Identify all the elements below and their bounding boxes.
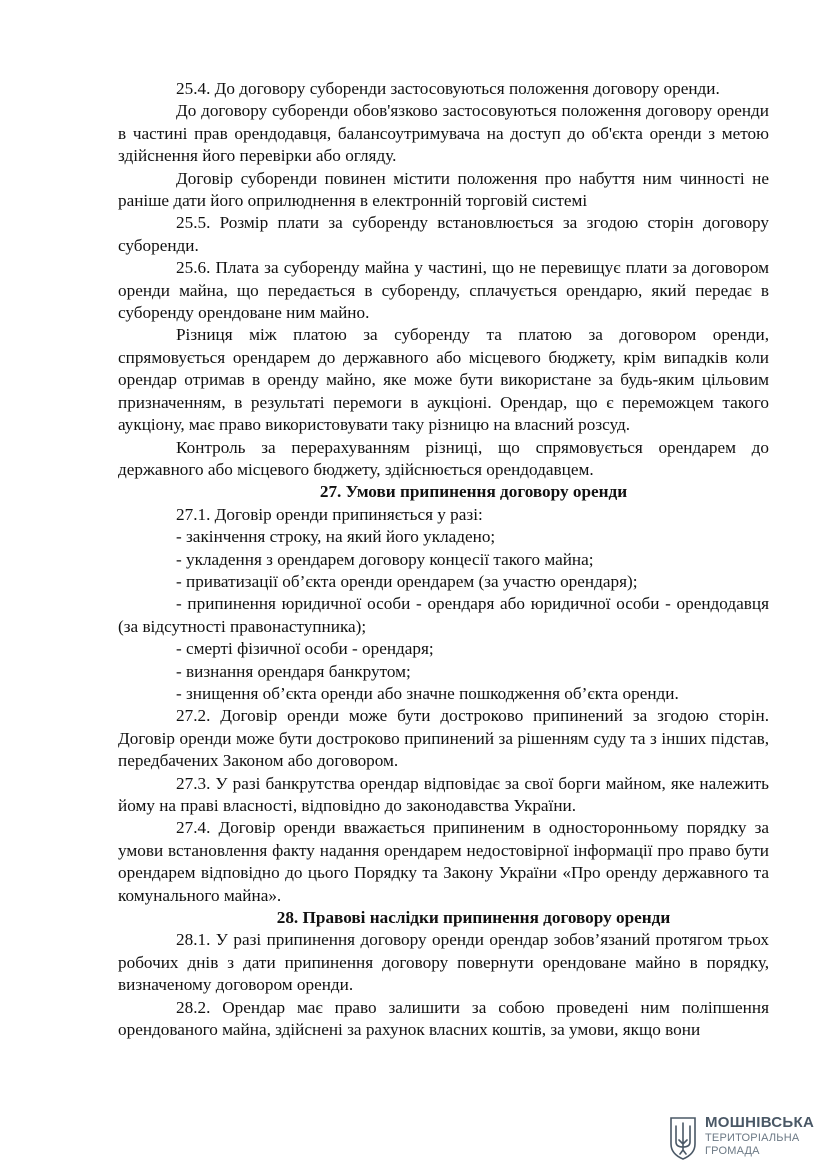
paragraph-sublease-access: До договору суборенди обов'язково застосовуються положення договору оренди в частині прав орендодавця, балансоутримувача на доступ до об'єкта оренди з метою здійснення його перевірки або огляду. [118, 101, 769, 166]
paragraph-28-1: 28.1. У разі припинення договору оренди орендар зобов’язаний протягом трьох робочих днів з дати припинення договору повернути орендоване майно в порядку, визначеному договором оренди. [118, 930, 769, 995]
paragraph-control: Контроль за перерахуванням різниці, що спрямовується орендарем до державного або місцевого бюджету, здійснюється орендодавцем. [118, 437, 769, 479]
community-logo [668, 1112, 818, 1164]
paragraph-27-4: 27.4. Договір оренди вважається припиненим в односторонньому порядку за умови встановлення факту надання орендарем недостовірної інформації про право бути орендарем відповідно до цього Порядку та Закону України «Про оренду державного та комунального майна». [118, 818, 769, 905]
list-item: - визнання орендаря банкрутом; [176, 661, 411, 681]
paragraph-difference: Різниця між платою за суборенду та платою за договором оренди, спрямовується орендарем до державного або місцевого бюджету, крім випадків коли орендар отримав в оренду майно, яке може бути використане за будь-яким цільовим призначенням, в результаті перемоги в аукціоні. Орендар, що є переможцем такого аукціону, має право використовувати таку різницю на власний розсуд. [118, 325, 769, 435]
list-item: - приватизації об’єкта оренди орендарем (за участю орендаря); [176, 571, 638, 591]
paragraph-25-4: 25.4. До договору суборенди застосовуються положення договору оренди. [176, 79, 720, 98]
paragraph-25-6: 25.6. Плата за суборенду майна у частині, що не перевищує плати за договором оренди майна, що передається в суборенду, сплачується орендарю, який передає в суборенду орендоване ним майно. [118, 258, 769, 323]
logo-line-2: ГРОМАДА [705, 1145, 760, 1157]
paragraph-27-1: 27.1. Договір оренди припиняється у разі: [176, 504, 483, 524]
logo-line-1: ТЕРИТОРІАЛЬНА [705, 1132, 800, 1144]
list-item: - знищення об’єкта оренди або значне пошкодження об’єкта оренди. [176, 683, 679, 703]
logo-title: МОШНІВСЬКА [705, 1114, 815, 1131]
paragraph-sublease-effect: Договір суборенди повинен містити положення про набуття ним чинності не раніше дати його оприлюднення в електронній торговій системі [118, 168, 769, 211]
list-item: - укладення з орендарем договору концесії такого майна; [176, 549, 594, 569]
trident-icon [668, 1116, 698, 1160]
list-item: - смерті фізичної особи - орендаря; [176, 639, 434, 659]
section-27-heading: 27. Умови припинення договору оренди [319, 482, 628, 502]
document-page [118, 78, 769, 1041]
paragraph-27-2: 27.2. Договір оренди може бути достроково припинений за згодою сторін. Договір оренди може бути достроково припинений за рішенням суду та з інших підстав, передбачених Законом або договором. [118, 706, 769, 771]
paragraph-28-2: 28.2. Орендар має право залишити за собою проведені ним поліпшення орендованого майна, здійснені за рахунок власних коштів, за умови, якщо вони [118, 997, 769, 1040]
paragraph-25-5: 25.5. Розмір плати за суборенду встановлюється за згодою сторін договору суборенди. [118, 213, 769, 255]
section-28-heading: 28. Правові наслідки припинення договору оренди [276, 908, 671, 928]
list-item: - припинення юридичної особи - орендаря або юридичної особи - орендодавця (за відсутності правонаступника); [118, 594, 769, 636]
paragraph-27-3: 27.3. У разі банкрутства орендар відповідає за свої борги майном, яке належить йому на праві власності, відповідно до законодавства України. [118, 773, 769, 815]
list-item: - закінчення строку, на який його укладено; [176, 527, 496, 547]
